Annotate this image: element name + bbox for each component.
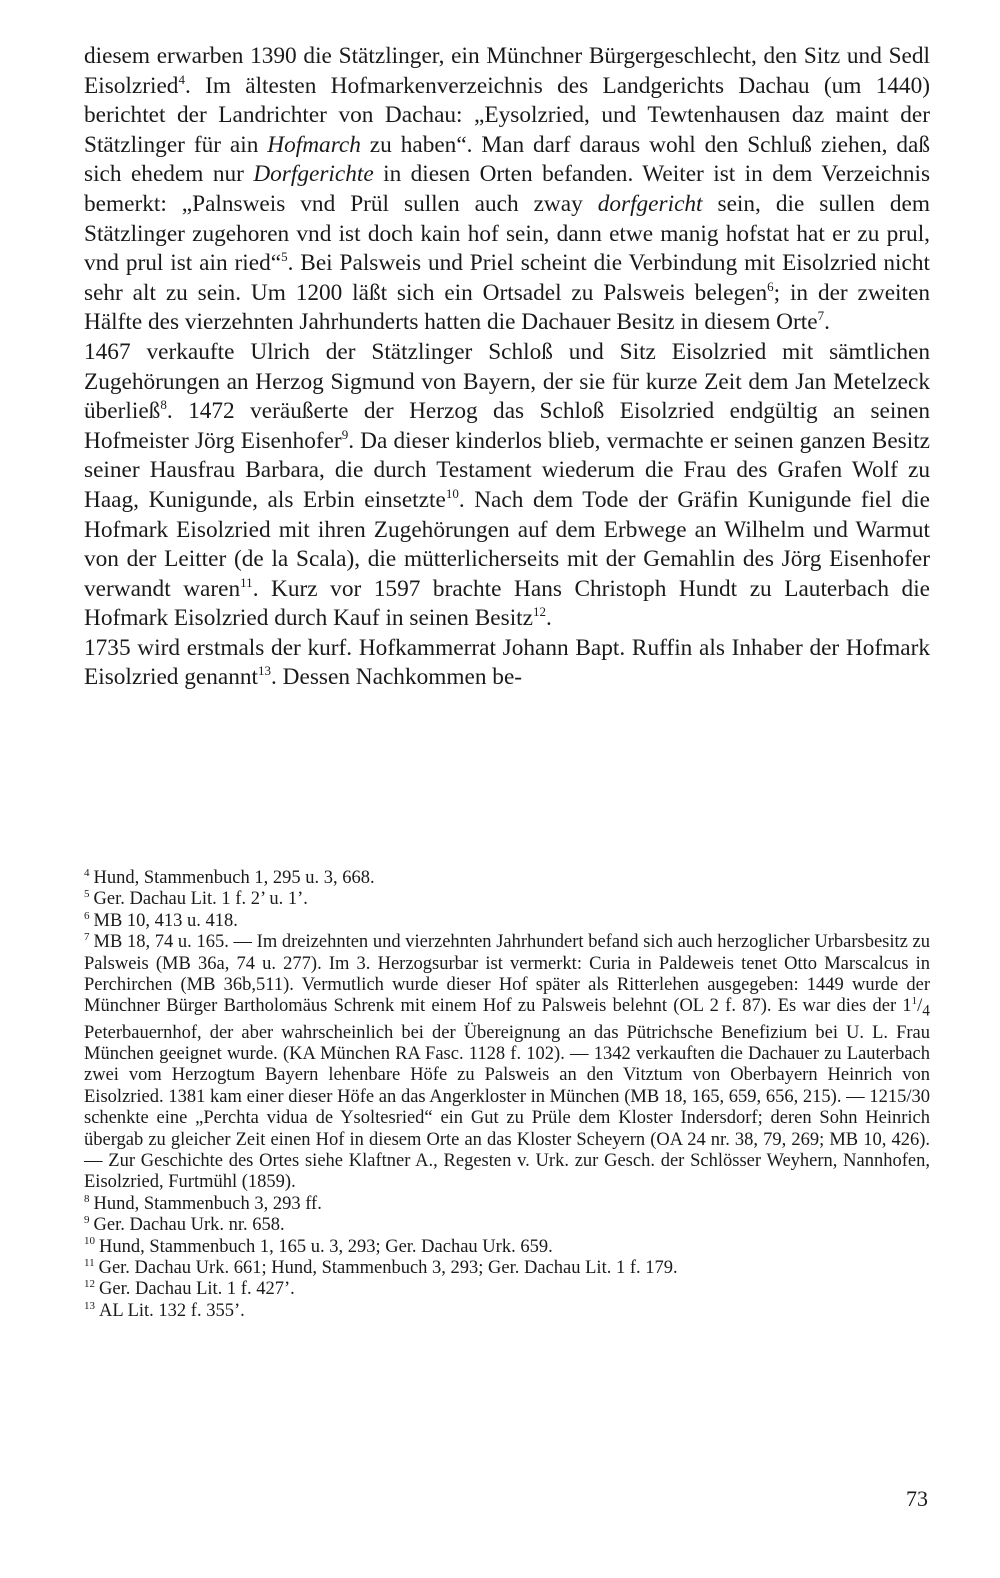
paragraph-3: 1735 wird erstmals der kurf. Hofkammerrat Johann Bapt. Ruffin als Inhaber der Hofmark Eisolzried genannt$^{13}$. Dessen Nachkommen be-	[84, 634, 930, 691]
italic-term-dorfgericht: dorfgericht	[597, 190, 703, 217]
footnote-ref-9[interactable]: 9	[341, 426, 349, 442]
footnotes	[84, 868, 930, 1322]
footnote-ref-6[interactable]: 6	[767, 278, 774, 294]
paragraph-1: diesem erwarben 1390 die Stätzlinger, ein Münchner Bürgergeschlecht, den Sitz und Sedl Eisolzried$^4$. Im ältesten Hofmarkenverzeichnis des Landgerichts Dachau (um 1440) berichtet der Landrichter von Dachau: „Eysolzried, und Tewtenhausen daz maint der Stätzlinger für ain Hofmarch zu haben“. Man darf daraus wohl den Schluß ziehen, daß sich ehedem nur Dorfgerichte in diesen Orten befanden. Weiter ist in dem Verzeichnis bemerkt: „Palnsweis vnd Prül sullen auch zway dorfgericht sein, die sullen dem Stätzlinger zugehoren vnd ist doch kain hof sein, dann etwe manig hofstat hat er zu prul, vnd prul ist ain ried“$^5$. Bei Palsweis und Priel scheint die Verbindung mit Eisolzried nicht sehr alt zu sein. Um 1200 läßt sich ein Ortsadel zu Palsweis belegen$^6$; in der zweiten Hälfte des vierzehnten Jahrhunderts hatten die Dachauer Besitz in diesem Orte$^7$.	[84, 43, 931, 336]
footnote-10: $^{10}$ Hund, Stammenbuch 1, 165 u. 3, 293; Ger. Dachau Urk. 659.	[84, 1235, 553, 1257]
footnote-ref-5[interactable]: 5	[281, 249, 288, 265]
italic-term-dorfgerichte: Dorfgerichte	[253, 161, 374, 188]
footnote-ref-12[interactable]: 12	[532, 604, 546, 620]
footnote-13: $^{13}$ AL Lit. 132 f. 355’.	[84, 1299, 245, 1321]
footnote-ref-10[interactable]: 10	[445, 486, 459, 502]
footnote-7: $^7$ MB 18, 74 u. 165. — Im dreizehnten und vierzehnten Jahrhundert befand sich auch herzoglicher Urbarsbesitz zu Palsweis (MB 36a, 74 u. 277). Im 3. Herzogsurbar ist vermerkt: Curia in Paldeweis tenet Otto Marscalcus in Perchirchen (MB 36b,511). Vermutlich wurde dieser Hof später als Ritterlehen ausgegeben: 1449 wurde der Münchner Bürger Bartholomäus Schrenk mit einem Hof zu Palsweis belehnt (OL 2 f. 87). Es war dies der $1^1/_4$ Peterbauernhof, der aber wahrscheinlich bei der Übereignung an das Pütrichsche Benefizium bei U. L. Frau München geeignet wurde. (KA München RA Fasc. 1128 f. 102). — 1342 verkauften die Dachauer zu Lauterbach zwei vom Herzogtum Bayern lehenbare Höfe zu Palsweis an den Vitztum von Oberbayern Heinrich von Eisolzried. 1381 kam einer dieser Höfe an das Angerkloster in München (MB 18, 165, 659, 656, 215). — 1215/30 schenkte eine „Perchta vidua de Ysoltesried“ ein Gut zu Prüle dem Kloster Indersdorf; deren Sohn Heinrich übergab zu gleicher Zeit einen Hof in diesem Orte an das Kloster Scheyern (OA 24 nr. 38, 79, 269; MB 10, 426). — Zur Geschichte des Ortes siehe Klaftner A., Regesten v. Urk. zur Gesch. der Schlösser Weyhern, Nannhofen, Eisolzried, Furtmühl (1859).	[84, 931, 930, 1193]
footnote-ref-11[interactable]: 11	[240, 574, 253, 590]
footnote-ref-4[interactable]: 4	[178, 71, 185, 87]
footnote-9: $^9$ Ger. Dachau Urk. nr. 658.	[84, 1214, 285, 1236]
paragraph-2: 1467 verkaufte Ulrich der Stätzlinger Schloß und Sitz Eisolzried mit sämtlichen Zugehörungen an Herzog Sigmund von Bayern, der sie für kurze Zeit dem Jan Metelzeck überließ$^8$. 1472 veräußerte der Herzog das Schloß Eisolzried endgültig an seinen Hofmeister Jörg Eisenhofer$^9$. Da dieser kinderlos blieb, vermachte er seinen ganzen Besitz seiner Hausfrau Barbara, die durch Testament wiederum die Frau des Grafen Wolf zu Haag, Kunigunde, als Erbin einsetzte$^{10}$. Nach dem Tode der Gräfin Kunigunde fiel die Hofmark Eisolzried mit ihren Zugehörungen auf dem Erbwege an Wilhelm und Warmut von der Leitter (de la Scala), die mütterlicherseits mit der Gemahlin des Jörg Eisenhofer verwandt waren$^{11}$. Kurz vor 1597 brachte Hans Christoph Hundt zu Lauterbach die Hofmark Eisolzried durch Kauf in seinen Besitz$^{12}$.	[84, 338, 931, 632]
footnote-5: $^5$ Ger. Dachau Lit. 1 f. 2’ u. 1’.	[84, 888, 308, 910]
page-number: 73	[906, 1486, 928, 1511]
fraction-numerator: 1	[911, 995, 918, 1008]
footnote-ref-7[interactable]: 7	[817, 308, 825, 324]
body-text	[84, 42, 930, 693]
fraction-denominator: 4	[922, 1003, 930, 1021]
footnote-12: $^{12}$ Ger. Dachau Lit. 1 f. 427’.	[84, 1278, 295, 1300]
footnote-11: $^{11}$ Ger. Dachau Urk. 661; Hund, Stammenbuch 3, 293; Ger. Dachau Lit. 1 f. 179.	[84, 1256, 678, 1278]
footnote-4: $^4$ Hund, Stammenbuch 1, 295 u. 3, 668.	[84, 866, 375, 888]
italic-term-hofmarch: Hofmarch	[267, 131, 361, 158]
footnote-ref-13[interactable]: 13	[258, 663, 272, 679]
fraction-slash: /	[917, 996, 923, 1017]
footnote-6: $^6$ MB 10, 413 u. 418.	[84, 909, 238, 931]
footnote-ref-8[interactable]: 8	[160, 397, 167, 413]
footnote-8: $^8$ Hund, Stammenbuch 3, 293 ff.	[84, 1192, 322, 1214]
